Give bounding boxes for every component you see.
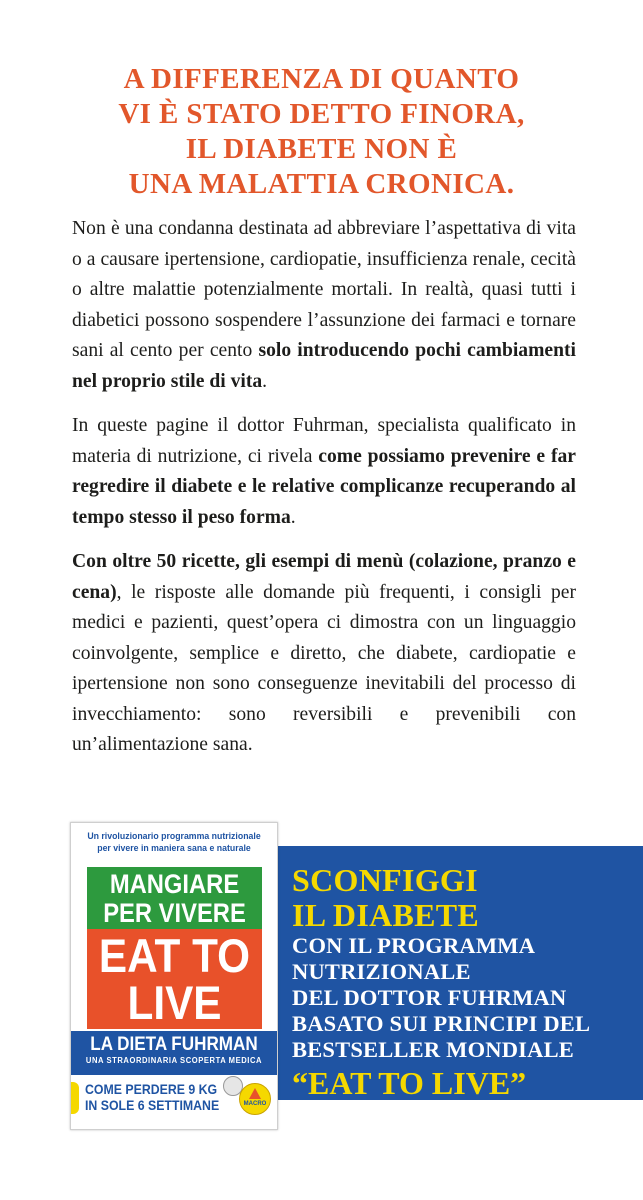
promo-line: DEL DOTTOR FUHRMAN	[292, 985, 567, 1010]
promo-line: BESTSELLER MONDIALE	[292, 1037, 575, 1062]
headline-line: IL DIABETE NON È	[185, 133, 458, 165]
publisher-logo	[239, 1083, 271, 1115]
book-big-title-line: EAT TO	[98, 929, 251, 982]
promo-heading: SCONFIGGI	[292, 862, 478, 898]
paragraph	[72, 411, 576, 533]
paragraph-bold: come possiamo prevenire e far regredire il diabete e le relative complicanze recuperando al tempo stesso il peso forma	[72, 445, 576, 528]
paragraph-bold: solo introducendo pochi cambiamenti nel proprio stile di vita	[72, 340, 576, 392]
book-title-line: PER VIVERE	[103, 898, 246, 928]
book-subtitle-band	[71, 1031, 277, 1075]
paragraph	[72, 547, 576, 761]
paragraph-bold: Con oltre 50 ricette, gli esempi di menù (colazione, pranzo e cena)	[72, 551, 576, 603]
book-subtitle: LA DIETA FUHRMAN	[90, 1034, 258, 1055]
promo-line: NUTRIZIONALE	[292, 959, 471, 984]
promo-heading: IL DIABETE	[292, 897, 480, 933]
paragraph	[72, 214, 576, 397]
book-title-line: MANGIARE	[109, 869, 240, 899]
logo-triangle-icon	[249, 1088, 261, 1099]
paragraph-text: In queste pagine il dottor Fuhrman, specialista qualificato in materia di nutrizione, ci rivela	[72, 415, 576, 467]
headline-line: UNA MALATTIA CRONICA.	[128, 168, 515, 200]
publisher-name: MACRO	[243, 1101, 267, 1107]
paragraph-text: .	[262, 370, 268, 392]
headline-line: VI È STATO DETTO FINORA,	[118, 98, 525, 130]
book-cover	[70, 822, 278, 1130]
paragraph-text: , le risposte alle domande più frequenti, i consigli per medici e pazienti, quest’opera ci dimostra con un linguaggio coinvolgente, semplice e diretto, che diabete, cardiopatie e ipertensione non sono conseguenze inevitabili del processo di invecchiamento: sono reversibili e prevenibili con un’alimentazione sana.	[72, 581, 576, 755]
book-yellow-tab	[71, 1082, 79, 1114]
book-tagline-line: per vivere in maniera sana e naturale	[97, 843, 251, 854]
promo-line: CON IL PROGRAMMA	[292, 933, 536, 958]
promo-text	[292, 863, 590, 1101]
paragraph-text: .	[290, 506, 296, 528]
book-promo	[85, 1081, 237, 1113]
book-promo-line: IN SOLE 6 SETTIMANE	[85, 1097, 220, 1113]
book-tagline-line: Un rivoluzionario programma nutrizionale	[87, 831, 261, 842]
promo-line: BASATO SUI PRINCIPI DEL	[292, 1011, 591, 1036]
book-promo-line: COME PERDERE 9 KG	[85, 1081, 218, 1097]
book-big-title-line: LIVE	[127, 976, 222, 1029]
book-subtitle-small: UNA STRAORDINARIA SCOPERTA MEDICA	[85, 1056, 263, 1065]
body-text	[72, 214, 576, 775]
headline-line: A DIFFERENZA DI QUANTO	[123, 63, 520, 95]
headline	[0, 62, 643, 202]
book-tagline	[79, 831, 269, 855]
book-big-title	[87, 929, 262, 1029]
paragraph-text: Non è una condanna destinata ad abbreviare l’aspettativa di vita o a causare ipertensione, cardiopatie, insufficienza renale, cecità o altre malattie potenzialmente mortali. In realtà, quasi tutti i diabetici possono sospendere l’assunzione dei farmaci e tornare sani al cento per cento	[72, 218, 576, 361]
promo-quote: “EAT TO LIVE”	[292, 1065, 527, 1101]
book-title	[87, 867, 262, 929]
